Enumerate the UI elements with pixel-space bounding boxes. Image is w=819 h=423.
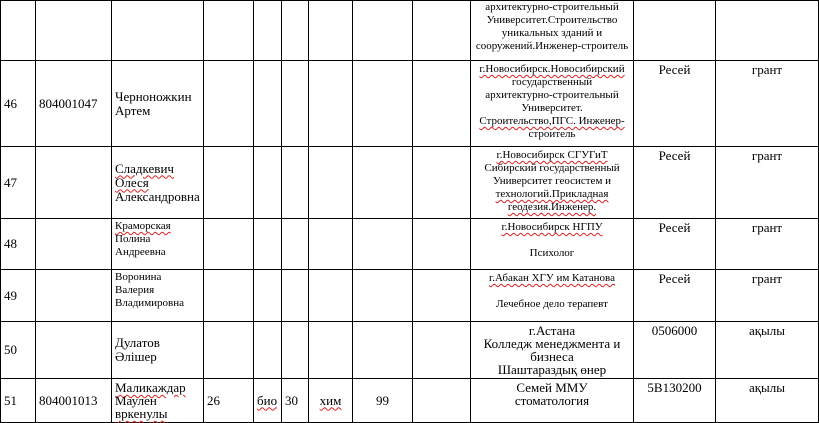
table-row: [1, 61, 819, 147]
student-name-line: вркенулы: [115, 406, 168, 421]
subject-2-score: [282, 147, 309, 219]
institution-line: [474, 285, 630, 298]
student-name: [112, 379, 204, 423]
funding: грант: [716, 270, 819, 322]
row-number: 46: [1, 61, 36, 147]
subject-1-name: [254, 1, 282, 61]
table-row: [1, 147, 819, 219]
subject-1-score: [204, 219, 254, 270]
student-name-line: Маликаждар: [115, 380, 186, 395]
row-number: 48: [1, 219, 36, 270]
institution-line: Сибирский государственный: [484, 162, 620, 174]
student-code: [36, 147, 112, 219]
student-name-line: Валерия: [115, 284, 155, 296]
subject-1-name: [254, 322, 282, 379]
country: 0506000: [634, 322, 716, 379]
student-name-line: Сладкевич Олеся: [115, 160, 174, 190]
institution: [471, 147, 634, 219]
student-name-line: Черноножкин: [115, 88, 192, 104]
funding: грант: [716, 219, 819, 270]
institution-line: Университет.Строительство: [486, 14, 618, 26]
institution-line: Шаштараздық өнер: [497, 362, 607, 377]
student-name: [112, 219, 204, 270]
row-number: 50: [1, 322, 36, 379]
total-score: [353, 270, 413, 322]
table-row: [1, 379, 819, 423]
institution-line: Колледж менеджмента и: [483, 336, 621, 351]
total-score: [353, 147, 413, 219]
empty-cell: [413, 219, 471, 270]
total-score: 99: [353, 379, 413, 423]
student-code: [36, 1, 112, 61]
subject-2-name: [309, 322, 353, 379]
funding: ақылы: [716, 379, 819, 423]
student-code: [36, 270, 112, 322]
subject-2-score: 30: [282, 379, 309, 423]
subject-1-score: [204, 1, 254, 61]
country: Ресей: [634, 61, 716, 147]
institution: [471, 379, 634, 423]
institution-line: Семей ММУ: [516, 380, 588, 395]
funding: грант: [716, 61, 819, 147]
institution-line: строитель: [528, 128, 576, 140]
total-score: [353, 322, 413, 379]
subject-2-score: [282, 270, 309, 322]
subject-2-score: [282, 61, 309, 147]
institution: [471, 61, 634, 147]
institution-line: технологий.Прикладная: [495, 188, 609, 200]
institution-line: сооружений.Инженер-строитель: [475, 40, 629, 52]
country: [634, 1, 716, 61]
subject-2-name: [309, 219, 353, 270]
subject-2-score: [282, 322, 309, 379]
institution-line: [474, 234, 630, 247]
student-name: [112, 322, 204, 379]
student-name: [112, 147, 204, 219]
institution-line: бизнеса: [530, 349, 574, 364]
subject-1-score: 26: [204, 379, 254, 423]
row-number: [1, 1, 36, 61]
row-number: 47: [1, 147, 36, 219]
subject-2-name: [309, 147, 353, 219]
institution-line: Строительство,ПГС. Инженер-: [479, 115, 625, 127]
row-number: 49: [1, 270, 36, 322]
empty-cell: [413, 322, 471, 379]
student-name-line: Андреевна: [115, 246, 166, 258]
student-name-line: Полина: [115, 233, 151, 245]
student-name-line: Дулатов Әлішер: [115, 335, 160, 364]
subject-1-name: [254, 219, 282, 270]
institution-line: архитектурно-строительный: [485, 1, 619, 13]
institution: [471, 322, 634, 379]
student-code: [36, 219, 112, 270]
subject-2-name: [309, 1, 353, 61]
student-name: [112, 61, 204, 147]
subject-1-name: [254, 147, 282, 219]
table-row: [1, 219, 819, 270]
student-code: [36, 322, 112, 379]
institution-line: уникальных зданий и: [501, 27, 603, 39]
subject-2-name: хим: [309, 379, 353, 423]
student-name-line: Маулен: [115, 393, 157, 408]
subject-1-score: [204, 322, 254, 379]
subject-1-score: [204, 270, 254, 322]
institution-line: Психолог: [529, 247, 575, 259]
country: Ресей: [634, 219, 716, 270]
table-row: [1, 270, 819, 322]
institution-line: Университет.: [521, 102, 583, 114]
country: 5В130200: [634, 379, 716, 423]
row-number: 51: [1, 379, 36, 423]
student-name-line: Артем: [115, 102, 151, 118]
institution-line: государственный: [511, 76, 593, 88]
institution: [471, 1, 634, 61]
student-name: [112, 1, 204, 61]
student-name-line: Владимировна: [115, 297, 185, 309]
student-code: 804001013: [36, 379, 112, 423]
subject-2-score: [282, 219, 309, 270]
student-name-line: Воронина: [115, 271, 162, 283]
empty-cell: [413, 61, 471, 147]
subject-2-name: [309, 270, 353, 322]
empty-cell: [413, 270, 471, 322]
subject-1-name: био: [254, 379, 282, 423]
institution-line: стоматология: [514, 393, 590, 408]
institution: [471, 219, 634, 270]
total-score: [353, 219, 413, 270]
funding: ақылы: [716, 322, 819, 379]
country: Ресей: [634, 147, 716, 219]
table-row: [1, 1, 819, 61]
subject-1-name: [254, 270, 282, 322]
subject-1-name: [254, 61, 282, 147]
funding: [716, 1, 819, 61]
student-code: 804001047: [36, 61, 112, 147]
institution-line: г.Астана: [528, 323, 576, 338]
total-score: [353, 61, 413, 147]
empty-cell: [413, 1, 471, 61]
institution-line: г.Абакан ХГУ им Катанова: [489, 272, 615, 284]
student-name-line: Александровна: [115, 188, 200, 204]
institution-line: г.Новосибирск СГУГиТ: [496, 149, 608, 161]
subject-2-score: [282, 1, 309, 61]
student-name-line: Краморская: [115, 220, 171, 232]
institution-line: г.Новосибирск.Новосибирский: [479, 63, 625, 75]
institution-line: архитектурно-строительный: [485, 89, 619, 101]
institution: [471, 270, 634, 322]
country: Ресей: [634, 270, 716, 322]
empty-cell: [413, 379, 471, 423]
subject-2-name: [309, 61, 353, 147]
institution-line: Лечебное дело терапевт: [496, 298, 608, 310]
subject-1-score: [204, 61, 254, 147]
subject-1-score: [204, 147, 254, 219]
institution-line: г.Новосибирск НГПУ: [501, 221, 603, 233]
total-score: [353, 1, 413, 61]
institution-line: Университет геосистем и: [492, 175, 612, 187]
empty-cell: [413, 147, 471, 219]
table-row: [1, 322, 819, 379]
student-name: [112, 270, 204, 322]
funding: грант: [716, 147, 819, 219]
institution-line: геодезия.Инженер.: [507, 201, 597, 213]
